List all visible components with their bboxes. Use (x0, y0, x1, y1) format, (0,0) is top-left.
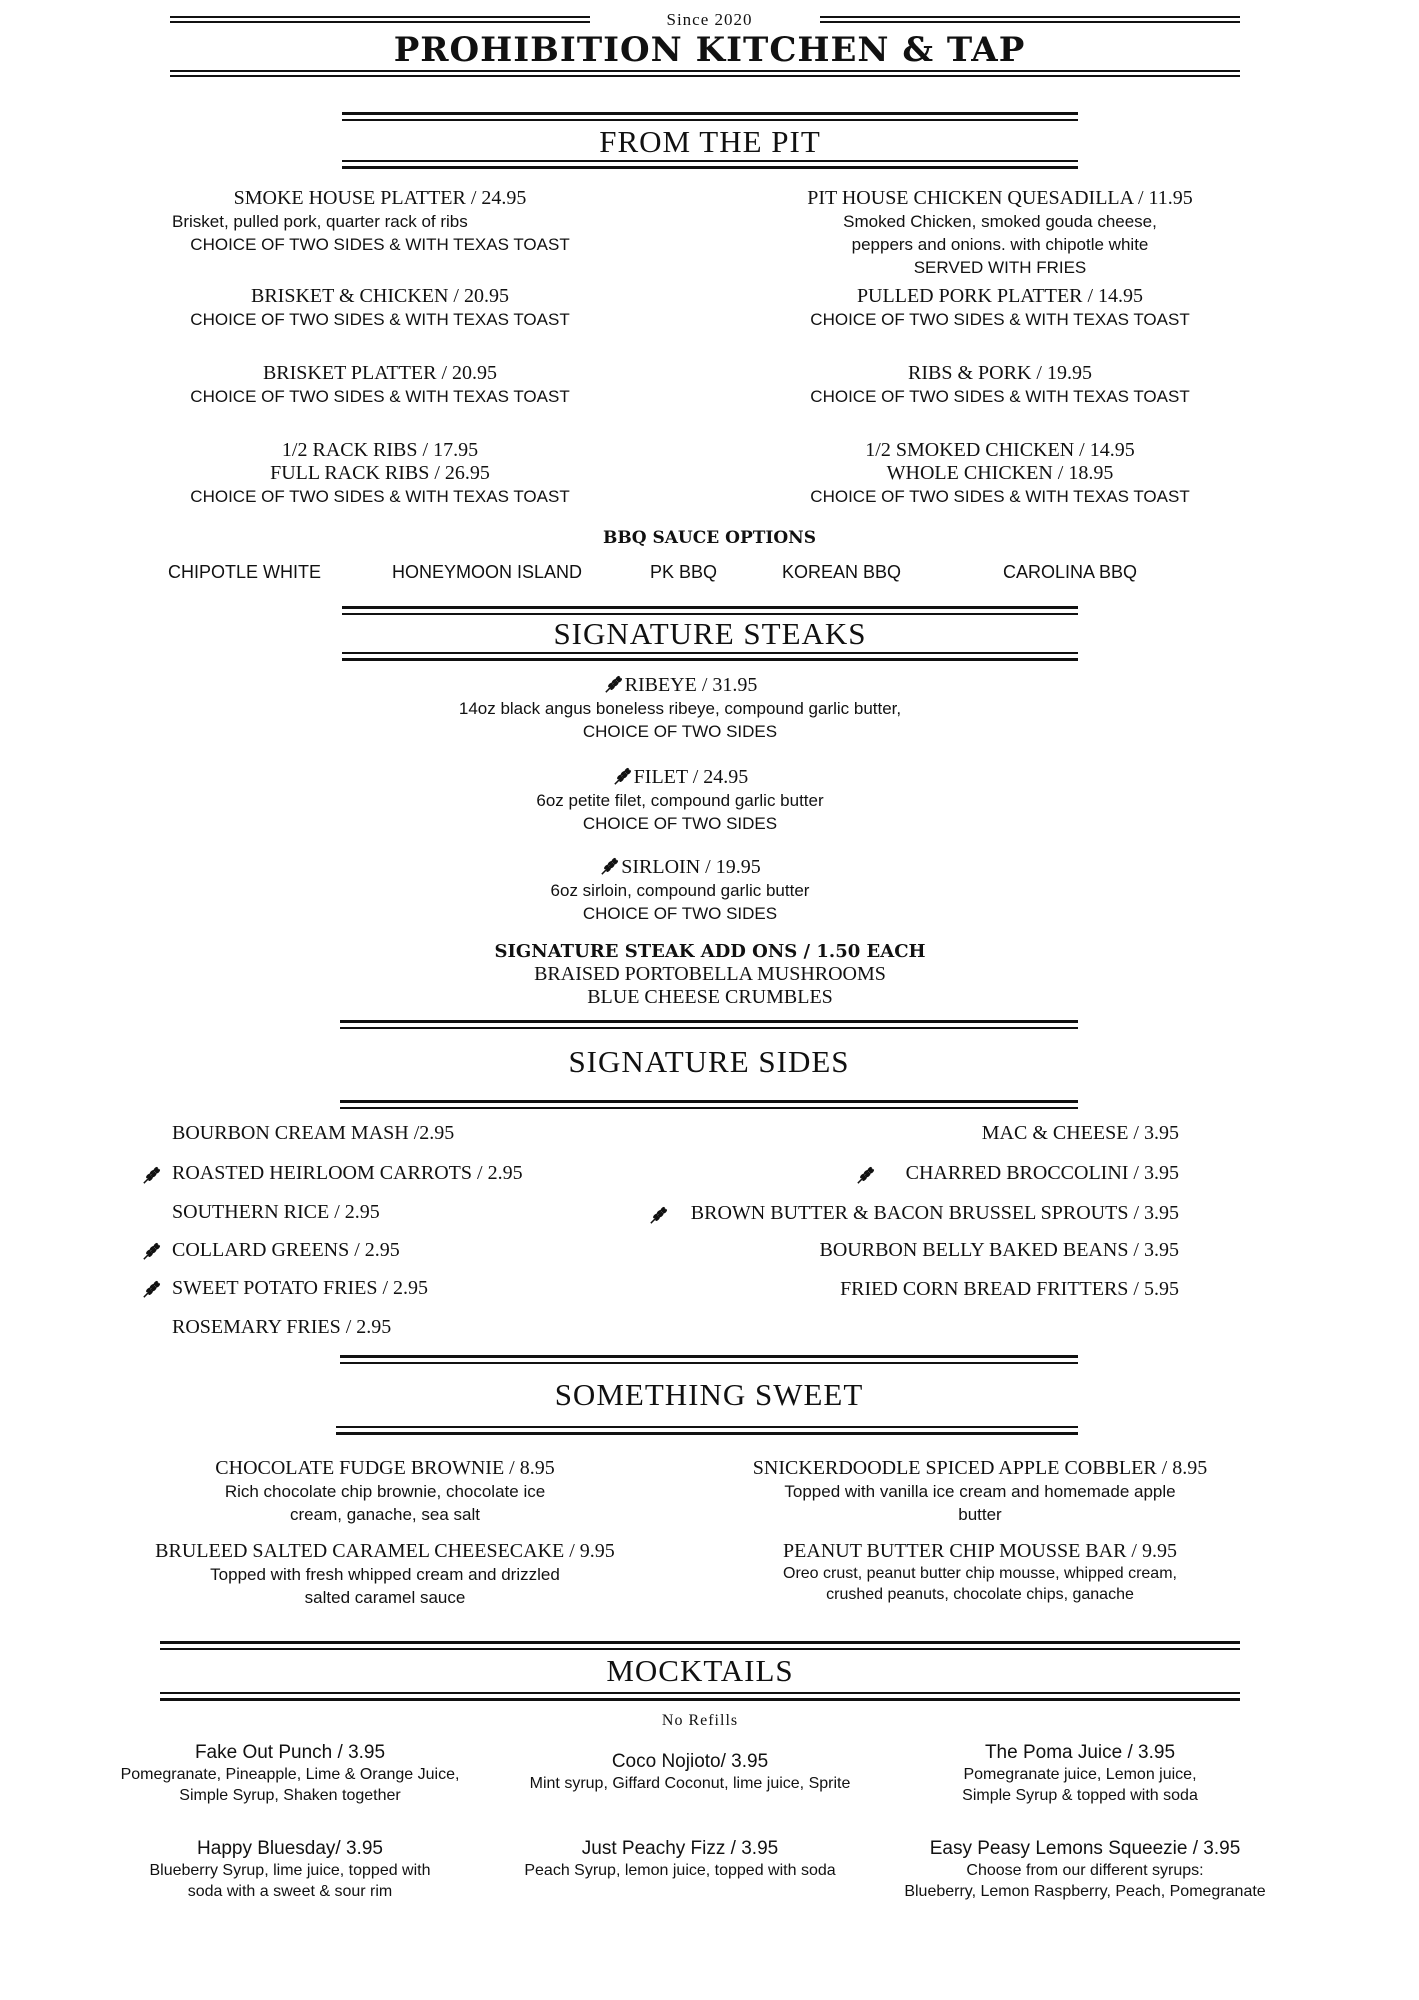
item-desc: CHOICE OF TWO SIDES & WITH TEXAS TOAST (190, 235, 570, 254)
mocktail-desc: Peach Syrup, lemon juice, topped with soda (524, 1862, 836, 1879)
item-name: FILET / 24.95 (633, 766, 749, 788)
steaks-rule-bottom-2 (342, 658, 1078, 661)
side-item: COLLARD GREENS / 2.95 (172, 1239, 400, 1261)
mocktail-name: Happy Bluesday/ 3.95 (197, 1838, 383, 1859)
item-desc: cream, ganache, sea salt (290, 1505, 480, 1524)
mocktail-poma-juice (880, 1742, 1280, 1806)
side-item: ROSEMARY FRIES / 2.95 (172, 1316, 392, 1338)
pit-rule-top-1 (342, 112, 1078, 115)
menu-item-pulled-pork-platter (780, 285, 1220, 331)
item-name: RIBS & PORK / 19.95 (908, 362, 1092, 384)
sauce-option: HONEYMOON ISLAND (392, 562, 583, 582)
mocktails-rule-top-2 (160, 1648, 1240, 1650)
menu-item-rack-ribs (160, 439, 600, 508)
menu-item-cheesecake (150, 1540, 620, 1609)
item-name: SNICKERDOODLE SPICED APPLE COBBLER / 8.95 (752, 1457, 1208, 1479)
item-desc: CHOICE OF TWO SIDES (582, 814, 778, 833)
restaurant-title: PROHIBITION KITCHEN & TAP (393, 30, 1026, 70)
pit-rule-top-2 (342, 119, 1078, 121)
item-desc: Rich chocolate chip brownie, chocolate ice (224, 1482, 546, 1501)
steaks-rule-bottom-1 (342, 652, 1078, 654)
pit-rule-bottom-2 (342, 166, 1078, 169)
wheat-icon (603, 674, 625, 694)
mocktail-desc: soda with a sweet & sour rim (187, 1883, 393, 1900)
menu-item-brisket-platter (160, 362, 600, 408)
wheat-icon (855, 1165, 877, 1185)
since-label: Since 2020 (666, 10, 753, 29)
mocktail-name: Fake Out Punch / 3.95 (194, 1742, 386, 1763)
item-name: PEANUT BUTTER CHIP MOUSSE BAR / 9.95 (783, 1540, 1177, 1562)
mocktails-rule-bottom-2 (160, 1698, 1240, 1701)
menu-item-pit-house-quesadilla (780, 187, 1220, 279)
wheat-icon (612, 766, 634, 786)
item-name: BRISKET PLATTER / 20.95 (262, 362, 498, 384)
item-desc: Oreo crust, peanut butter chip mousse, whipped cream, (783, 1565, 1177, 1582)
side-item: ROASTED HEIRLOOM CARROTS / 2.95 (172, 1162, 523, 1184)
sweet-rule-top-1 (340, 1355, 1078, 1358)
item-name-alt: FULL RACK RIBS / 26.95 (270, 462, 490, 484)
sauce-option: PK BBQ (650, 562, 718, 582)
side-item: FRIED CORN BREAD FRITTERS / 5.95 (840, 1278, 1179, 1300)
header-rule-bottom-1 (170, 70, 1240, 72)
sweet-rule-bottom-1 (336, 1426, 1078, 1428)
header-rule-bottom-2 (170, 75, 1240, 77)
item-desc: CHOICE OF TWO SIDES & WITH TEXAS TOAST (190, 310, 570, 329)
pit-rule-bottom-1 (342, 160, 1078, 162)
item-desc: salted caramel sauce (304, 1588, 466, 1607)
menu-item-ribeye (360, 674, 1000, 743)
sweet-rule-top-2 (340, 1362, 1078, 1364)
item-desc: 6oz sirloin, compound garlic butter (550, 881, 810, 900)
mocktails-rule-top-1 (160, 1641, 1240, 1644)
menu-item-apple-cobbler (720, 1457, 1240, 1526)
mocktails-rule-bottom-1 (160, 1692, 1240, 1694)
no-refills-note: No Refills (661, 1712, 739, 1729)
sauce-option: CAROLINA BBQ (1003, 562, 1138, 582)
item-name: RIBEYE / 31.95 (624, 674, 758, 696)
menu-item-filet (360, 766, 1000, 835)
item-name-alt: WHOLE CHICKEN / 18.95 (886, 462, 1114, 484)
steaks-rule-top-1 (342, 606, 1078, 609)
item-desc: crushed peanuts, chocolate chips, ganache (826, 1586, 1134, 1603)
mocktail-desc: Blueberry, Lemon Raspberry, Peach, Pomegranate (904, 1883, 1266, 1900)
mocktail-desc: Simple Syrup & topped with soda (962, 1787, 1198, 1804)
addons-heading: SIGNATURE STEAK ADD ONS / 1.50 EACH (494, 941, 926, 962)
item-desc: CHOICE OF TWO SIDES (582, 722, 778, 741)
mocktail-name: Coco Nojioto/ 3.95 (611, 1751, 769, 1772)
item-desc: SERVED WITH FRIES (913, 258, 1087, 277)
side-item: CHARRED BROCCOLINI / 3.95 (905, 1162, 1179, 1184)
item-name: 1/2 RACK RIBS / 17.95 (281, 439, 479, 461)
menu-item-brisket-chicken (160, 285, 600, 331)
item-desc: CHOICE OF TWO SIDES (582, 904, 778, 923)
mocktail-desc: Simple Syrup, Shaken together (179, 1787, 401, 1804)
mocktail-desc: Pomegranate, Pineapple, Lime & Orange Juice, (120, 1766, 460, 1783)
item-desc: Brisket, pulled pork, quarter rack of ribs (172, 212, 468, 231)
side-item: SWEET POTATO FRIES / 2.95 (172, 1277, 429, 1299)
steak-addons (360, 940, 1060, 1009)
item-desc: CHOICE OF TWO SIDES & WITH TEXAS TOAST (810, 310, 1190, 329)
steaks-rule-top-2 (342, 613, 1078, 615)
mocktail-fake-out-punch (90, 1742, 490, 1806)
section-heading-sweet: SOMETHING SWEET (554, 1377, 864, 1412)
item-name: PULLED PORK PLATTER / 14.95 (856, 285, 1144, 307)
item-name: BRULEED SALTED CARAMEL CHEESECAKE / 9.95 (155, 1540, 615, 1562)
mocktail-name: Just Peachy Fizz / 3.95 (581, 1838, 779, 1859)
menu-item-sirloin (360, 856, 1000, 925)
mocktail-just-peachy-fizz (480, 1838, 880, 1881)
item-desc: CHOICE OF TWO SIDES & WITH TEXAS TOAST (190, 387, 570, 406)
sauce-option: KOREAN BBQ (782, 562, 902, 582)
sides-rule-bottom-1 (340, 1100, 1078, 1103)
item-name: SMOKE HOUSE PLATTER / 24.95 (233, 187, 527, 209)
item-name: CHOCOLATE FUDGE BROWNIE / 8.95 (215, 1457, 555, 1479)
menu-item-fudge-brownie (165, 1457, 605, 1526)
item-desc: peppers and onions. with chipotle white (851, 235, 1149, 254)
item-desc: Topped with vanilla ice cream and homemade apple (784, 1482, 1176, 1501)
item-desc: 14oz black angus boneless ribeye, compound garlic butter, (458, 699, 902, 718)
side-item: SOUTHERN RICE / 2.95 (172, 1201, 380, 1223)
sides-rule-bottom-2 (340, 1107, 1078, 1109)
sides-rule-top-1 (340, 1020, 1078, 1023)
item-desc: 6oz petite filet, compound garlic butter (536, 791, 824, 810)
item-name: BRISKET & CHICKEN / 20.95 (251, 285, 509, 307)
side-item: BROWN BUTTER & BACON BRUSSEL SPROUTS / 3.95 (690, 1202, 1179, 1224)
menu-item-ribs-pork (780, 362, 1220, 408)
section-heading-mocktails: MOCKTAILS (606, 1653, 794, 1688)
menu-item-smoke-house-platter (160, 187, 600, 256)
bbq-sauce-heading: BBQ SAUCE OPTIONS (603, 528, 816, 548)
mocktail-desc: Mint syrup, Giffard Coconut, lime juice, Sprite (529, 1775, 851, 1792)
mocktail-name: Easy Peasy Lemons Squeezie / 3.95 (929, 1838, 1241, 1859)
wheat-icon (141, 1241, 163, 1261)
menu-item-smoked-chicken (780, 439, 1220, 508)
side-item: MAC & CHEESE / 3.95 (981, 1122, 1179, 1144)
item-desc: CHOICE OF TWO SIDES & WITH TEXAS TOAST (190, 487, 570, 506)
side-item: BOURBON BELLY BAKED BEANS / 3.95 (819, 1239, 1179, 1261)
sides-rule-top-2 (340, 1027, 1078, 1029)
mocktail-desc: Choose from our different syrups: (966, 1862, 1204, 1879)
mocktail-desc: Pomegranate juice, Lemon juice, (963, 1766, 1197, 1783)
item-name: PIT HOUSE CHICKEN QUESADILLA / 11.95 (807, 187, 1193, 209)
mocktail-easy-peasy (860, 1838, 1310, 1902)
sauce-option: CHIPOTLE WHITE (168, 562, 322, 582)
menu-item-mousse-bar (740, 1540, 1220, 1605)
item-desc: CHOICE OF TWO SIDES & WITH TEXAS TOAST (810, 487, 1190, 506)
wheat-icon (141, 1279, 163, 1299)
addon-item: BRAISED PORTOBELLA MUSHROOMS (534, 963, 886, 985)
sweet-rule-bottom-2 (336, 1432, 1078, 1435)
item-name: SIRLOIN / 19.95 (621, 856, 761, 878)
mocktail-desc: Blueberry Syrup, lime juice, topped with (149, 1862, 431, 1879)
wheat-icon (141, 1165, 163, 1185)
item-desc: butter (958, 1505, 1002, 1524)
mocktail-happy-bluesday (90, 1838, 490, 1902)
item-desc: CHOICE OF TWO SIDES & WITH TEXAS TOAST (810, 387, 1190, 406)
item-desc: Topped with fresh whipped cream and drizzled (210, 1565, 560, 1584)
item-name: 1/2 SMOKED CHICKEN / 14.95 (865, 439, 1135, 461)
wheat-icon (648, 1205, 670, 1225)
side-item: BOURBON CREAM MASH /2.95 (172, 1122, 455, 1144)
mocktail-name: The Poma Juice / 3.95 (984, 1742, 1176, 1763)
mocktail-coco-nojioto (490, 1751, 890, 1794)
item-desc: Smoked Chicken, smoked gouda cheese, (843, 212, 1157, 231)
section-heading-sides: SIGNATURE SIDES (568, 1044, 850, 1079)
wheat-icon (599, 856, 621, 876)
section-heading-pit: FROM THE PIT (599, 124, 821, 159)
addon-item: BLUE CHEESE CRUMBLES (587, 986, 833, 1008)
section-heading-steaks: SIGNATURE STEAKS (553, 616, 867, 651)
